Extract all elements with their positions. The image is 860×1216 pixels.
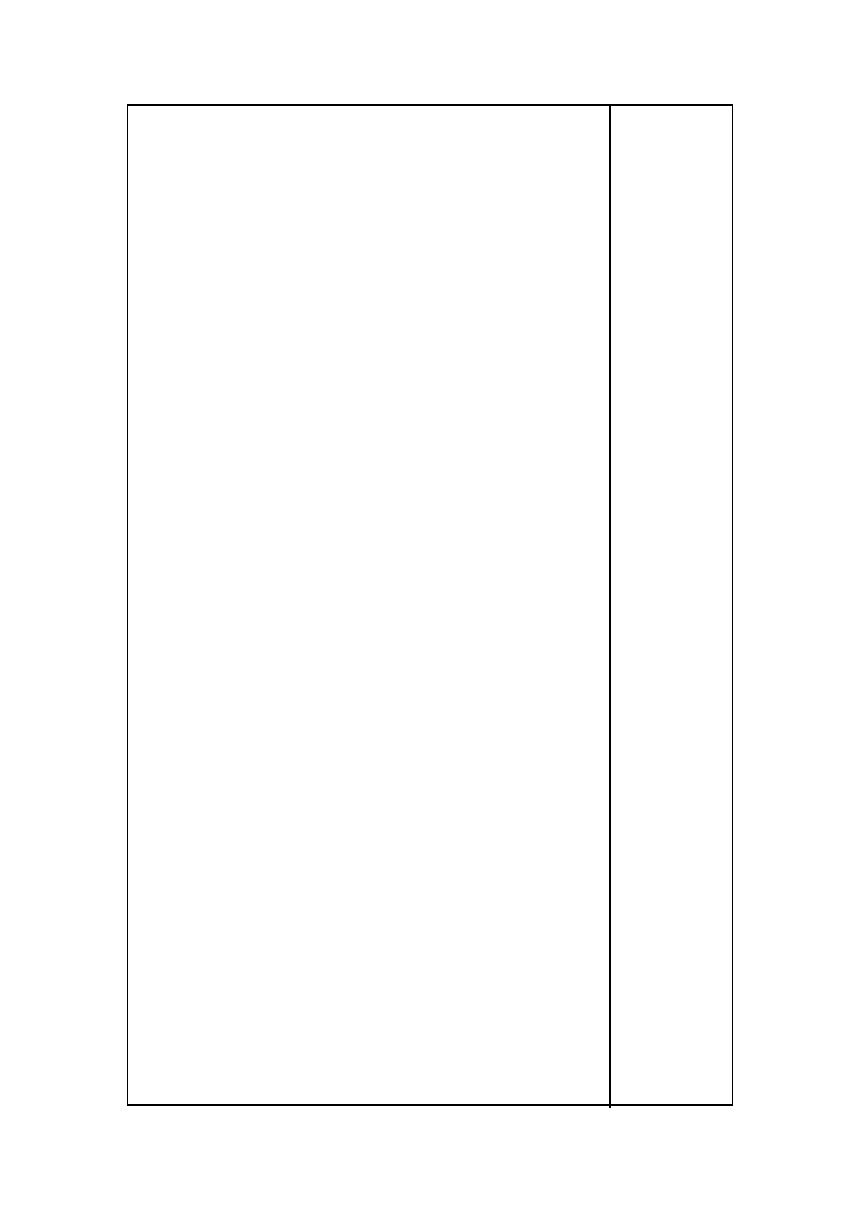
column-divider <box>609 104 611 1108</box>
lesson-table <box>127 104 733 1106</box>
